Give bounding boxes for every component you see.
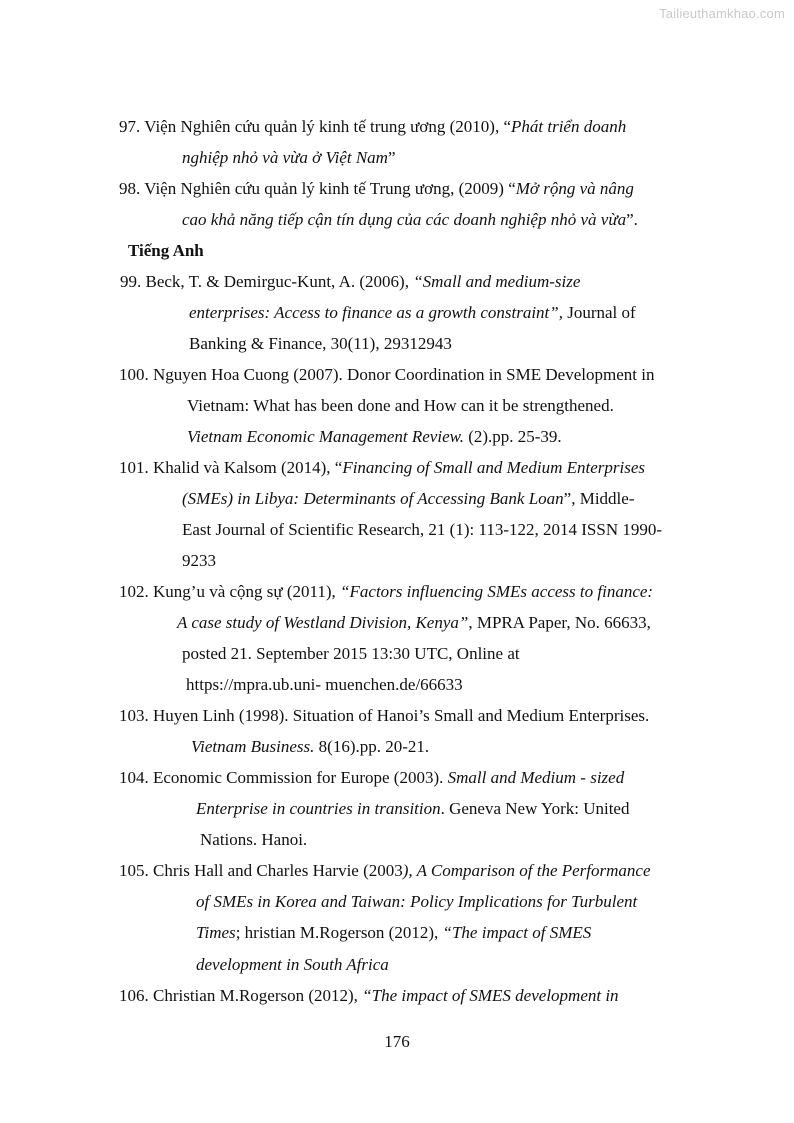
ref-105-line-2	[196, 892, 637, 912]
ref-101-line-1	[119, 458, 645, 478]
text-run: Phát triển doanh	[511, 117, 627, 136]
ref-99-line-3	[189, 334, 452, 354]
text-run: ”	[387, 148, 396, 167]
text-run: 8(16).pp. 20-21.	[314, 737, 430, 756]
text-run: development in South Africa	[196, 955, 389, 974]
text-run: 100. Nguyen Hoa Cuong (2007). Donor Coordination in SME Development in	[119, 365, 655, 384]
ref-102-line-4	[186, 675, 463, 695]
text-run: 105. Chris Hall and Charles Harvie (2003	[119, 861, 403, 880]
text-run: Mở rộng và nâng	[515, 179, 634, 198]
text-run: “Factors influencing SMEs access to finance:	[340, 582, 654, 601]
ref-101-line-4	[182, 551, 216, 571]
ref-103-line-2	[191, 737, 429, 757]
text-run: Journal of	[562, 303, 636, 322]
ref-100-line-2	[187, 396, 614, 416]
text-run: “The impact of SMES	[442, 923, 592, 942]
text-run: enterprises: Access to finance as a growth constraint”,	[189, 303, 563, 322]
ref-106-line-1	[119, 986, 619, 1006]
text-run: cao khả năng tiếp cận tín dụng của các doanh nghiệp nhỏ và vừa	[182, 210, 627, 229]
text-run: Banking & Finance, 30(11), 29312943	[189, 334, 452, 353]
text-run: East Journal of Scientific Research, 21 (1): 113-122, 2014 ISSN 1990-	[182, 520, 663, 539]
text-run: Vietnam: What has been done and How can it be strengthened.	[187, 396, 614, 415]
text-run: https://mpra.ub.uni- muenchen.de/66633	[186, 675, 463, 694]
text-run: Vietnam Business.	[191, 737, 315, 756]
watermark: Tailieuthamkhao.com	[659, 6, 785, 21]
text-run: ”, Middle-	[563, 489, 635, 508]
text-run: ”.	[626, 210, 638, 229]
ref-97-line-2	[182, 148, 395, 168]
page-number: 176	[384, 1032, 410, 1051]
ref-99-line-2	[189, 303, 636, 323]
ref-104-line-1	[119, 768, 624, 788]
ref-103-line-1	[119, 706, 649, 726]
text-run: 99. Beck, T. & Demirguc-Kunt, A. (2006),	[120, 272, 414, 291]
text-run: (SMEs) in Libya: Determinants of Accessing Bank Loan	[182, 489, 564, 508]
text-run: 9233	[182, 551, 216, 570]
text-run: “Small and medium-size	[413, 272, 581, 291]
ref-104-line-2	[196, 799, 629, 819]
text-run: nghiệp nhỏ và vừa ở Việt Nam	[182, 148, 388, 167]
ref-102-line-2	[177, 613, 651, 633]
ref-105-line-3	[196, 923, 591, 943]
text-run: (2).pp. 25-39.	[463, 427, 562, 446]
ref-97-line-1	[119, 117, 626, 137]
text-run: posted 21. September 2015 13:30 UTC, Online at	[182, 644, 520, 663]
ref-100-line-3	[187, 427, 562, 447]
text-run: “The impact of SMES development in	[362, 986, 619, 1005]
text-run: A case study of Westland Division, Kenya”	[177, 613, 469, 632]
ref-98-line-2	[182, 210, 638, 230]
text-run: Small and Medium - sized	[447, 768, 625, 787]
ref-105-line-1	[119, 861, 651, 881]
text-run: 97. Viện Nghiên cứu quản lý kinh tế trung ương (2010), “	[119, 117, 511, 136]
text-run: Financing of Small and Medium Enterprises	[342, 458, 645, 477]
text-run: , MPRA Paper, No. 66633,	[468, 613, 651, 632]
ref-98-line-1	[119, 179, 634, 199]
ref-101-line-2	[182, 489, 635, 509]
ref-102-line-1	[119, 582, 653, 602]
text-run: 106. Christian M.Rogerson (2012),	[119, 986, 363, 1005]
section-heading: Tiếng Anh	[128, 241, 204, 260]
text-run: . Geneva New York: United	[440, 799, 630, 818]
text-run: of SMEs in Korea and Taiwan: Policy Implications for Turbulent	[196, 892, 638, 911]
text-run: Enterprise in countries in transition	[196, 799, 441, 818]
text-run: 101. Khalid và Kalsom (2014), “	[119, 458, 343, 477]
text-run: Nations. Hanoi.	[200, 830, 308, 849]
text-run: Vietnam Economic Management Review.	[187, 427, 464, 446]
text-run: ; hristian M.Rogerson (2012),	[235, 923, 443, 942]
ref-99-line-1	[120, 272, 580, 292]
ref-102-line-3	[182, 644, 520, 664]
text-run: ), A Comparison of the Performance	[402, 861, 651, 880]
text-run: 103. Huyen Linh (1998). Situation of Hanoi’s Small and Medium Enterprises.	[119, 706, 650, 725]
text-run: 98. Viện Nghiên cứu quản lý kinh tế Trung ương, (2009) “	[119, 179, 516, 198]
text-run: 104. Economic Commission for Europe (2003).	[119, 768, 448, 787]
ref-100-line-1	[119, 365, 654, 385]
text-run: Times	[196, 923, 236, 942]
text-run: 102. Kung’u và cộng sự (2011),	[119, 582, 341, 601]
ref-105-line-4	[196, 955, 389, 975]
ref-101-line-3	[182, 520, 662, 540]
ref-104-line-3	[200, 830, 307, 850]
